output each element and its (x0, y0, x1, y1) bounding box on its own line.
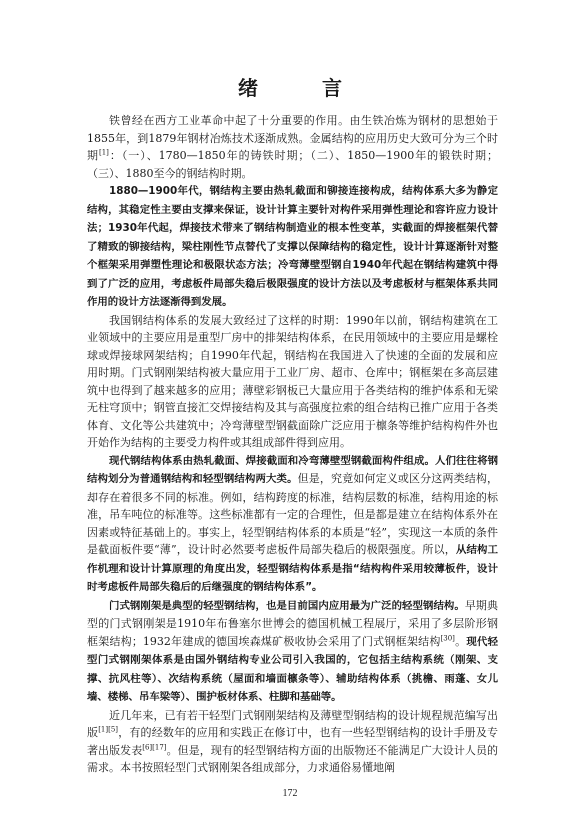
text-run: 。但是，现有的轻型钢结构方面的出版物还不能满足广大设计人员的需求。本书按照轻型门式钢刚架各组成部分，力求通俗易懂地阐 (87, 743, 499, 774)
citation-ref: [1][5] (98, 725, 119, 734)
text-run: ，有的经数年的应用和实践正在修订中，也有一些轻型钢结构的设计手册及专著出版发表 (87, 726, 499, 757)
citation-ref: [30] (440, 633, 455, 642)
page-number: 172 (282, 788, 298, 799)
paragraph (87, 112, 498, 182)
body-text (87, 112, 498, 777)
bold-text: 1880—1900年代，钢结构主要由热轧截面和铆接连接构成，结构体系大多为静定结构，其稳定性主要由支撑来保证，设计计算主要针对构件采用弹性理论和容许应力设计法；1930年代起，焊接技术带来了钢结构制造业的根本性变革，实截面的焊接框架代替了精致的铆接结构，梁柱刚性节点替代了支撑以保障结构的稳定性，设计计算逐渐针对整个框架采用弹塑性理论和极限状态方法；冷弯薄壁型钢自1940年代起在钢结构建筑中得到了广泛的应用，考虑板件局部失稳后极限强度的设计方法以及考虑板材与框架体系共同作用的设计方法逐渐得到发展。 (87, 185, 498, 308)
bold-text: 现代钢结构体系由热轧截面、焊接截面和冷弯薄壁型钢截面构件组成。人们往往将钢结构划分为普通钢结构和轻型钢结构两大类。 (87, 454, 498, 485)
text-run: 铁曾经在西方工业革命中起了十分重要的作用。由生铁冶炼为钢材的思想始于1855年，到1879年钢材冶炼技术逐渐成熟。金属结构的应用历史大致可分为三个时期 (87, 114, 498, 162)
text-run: ：（一）、1780—1850年的铸铁时期；（二）、1850—1900年的锻铁时期；（三）、1880至今的钢结构时期。 (87, 149, 498, 180)
paragraph (87, 182, 498, 312)
text-run: 我国钢结构体系的发展大致经过了这样的时期：1990年以前，钢结构建筑在工业领域中的主要应用是重型厂房中的排架结构体系，在民用领域中的主要应用是螺栓球或焊接球网架结构；自1990年代起，钢结构在我国进入了快速的全面的发展和应用时期。门式钢刚架结构被大量应用于工业厂房、超市、仓库中；钢框架在多高层建筑中也得到了越来越多的应用；薄壁彩钢板已大量应用于各类结构的维护体系和无梁无柱穹顶中；钢管直接汇交焊接结构及其与高强度拉索的组合结构已推广应用于各类体育、文化等公共建筑中；冷弯薄壁型钢截面除广泛应用于檩条等维护结构构件外也开始作为结构的主要受力构件或其组成部件得到应用。 (87, 313, 498, 449)
bold-text: 现代轻型门式钢刚架体系是由国外钢结构专业公司引入我国的，它包括主结构系统（刚架、支撑、抗风柱等）、次结构系统（屋面和墙面檩条等）、辅助结构体系（挑檐、雨蓬、女儿墙、楼梯、吊车梁等）、围护板材体系、柱脚和基础等。 (87, 635, 498, 703)
paragraph (87, 597, 498, 707)
page-title: 绪 言 (238, 76, 364, 100)
paragraph (87, 707, 498, 777)
paragraph (87, 312, 498, 452)
text-run: 早期典型的门式钢刚架是1910年布鲁塞尔世博会的德国机械工程展厅，采用了多层阶形钢框架结构；1932年建成的德国埃森煤矿极收协会采用了门式钢框架结构 (87, 598, 499, 648)
paragraph (87, 452, 498, 597)
text-run: 但是，究竟如何定义或区分这两类结构，却存在着很多不同的标准。例如，结构跨度的标准，结构层数的标准，结构用途的标准，吊车吨位的标准等。这些标准都有一定的合理性，但是都是建立在结构体系外在因素或特征基础上的。事实上，轻型钢结构体系的本质是“轻”，实现这一本质的条件是截面板件要“薄”，设计时必然要考虑板件局部失稳后的极限强度。所以， (87, 472, 499, 556)
bold-text: 门式钢刚架是典型的轻型钢结构，也是目前国内应用最为广泛的轻型钢结构。 (109, 599, 465, 612)
bold-text: 从结构工作机理和设计计算原理的角度出发，轻型钢结构体系是指“结构构件采用较薄板件，设计时考虑板件局部失稳后的后继强度的钢结构体系”。 (87, 544, 499, 593)
text-run: 近几年来，已有若干轻型门式钢刚架结构及薄壁型钢结构的设计规程规范编写出版 (87, 708, 498, 739)
text-run: 。 (454, 634, 467, 648)
citation-ref: [6][17] (142, 742, 167, 751)
citation-ref: [1] (98, 148, 109, 157)
